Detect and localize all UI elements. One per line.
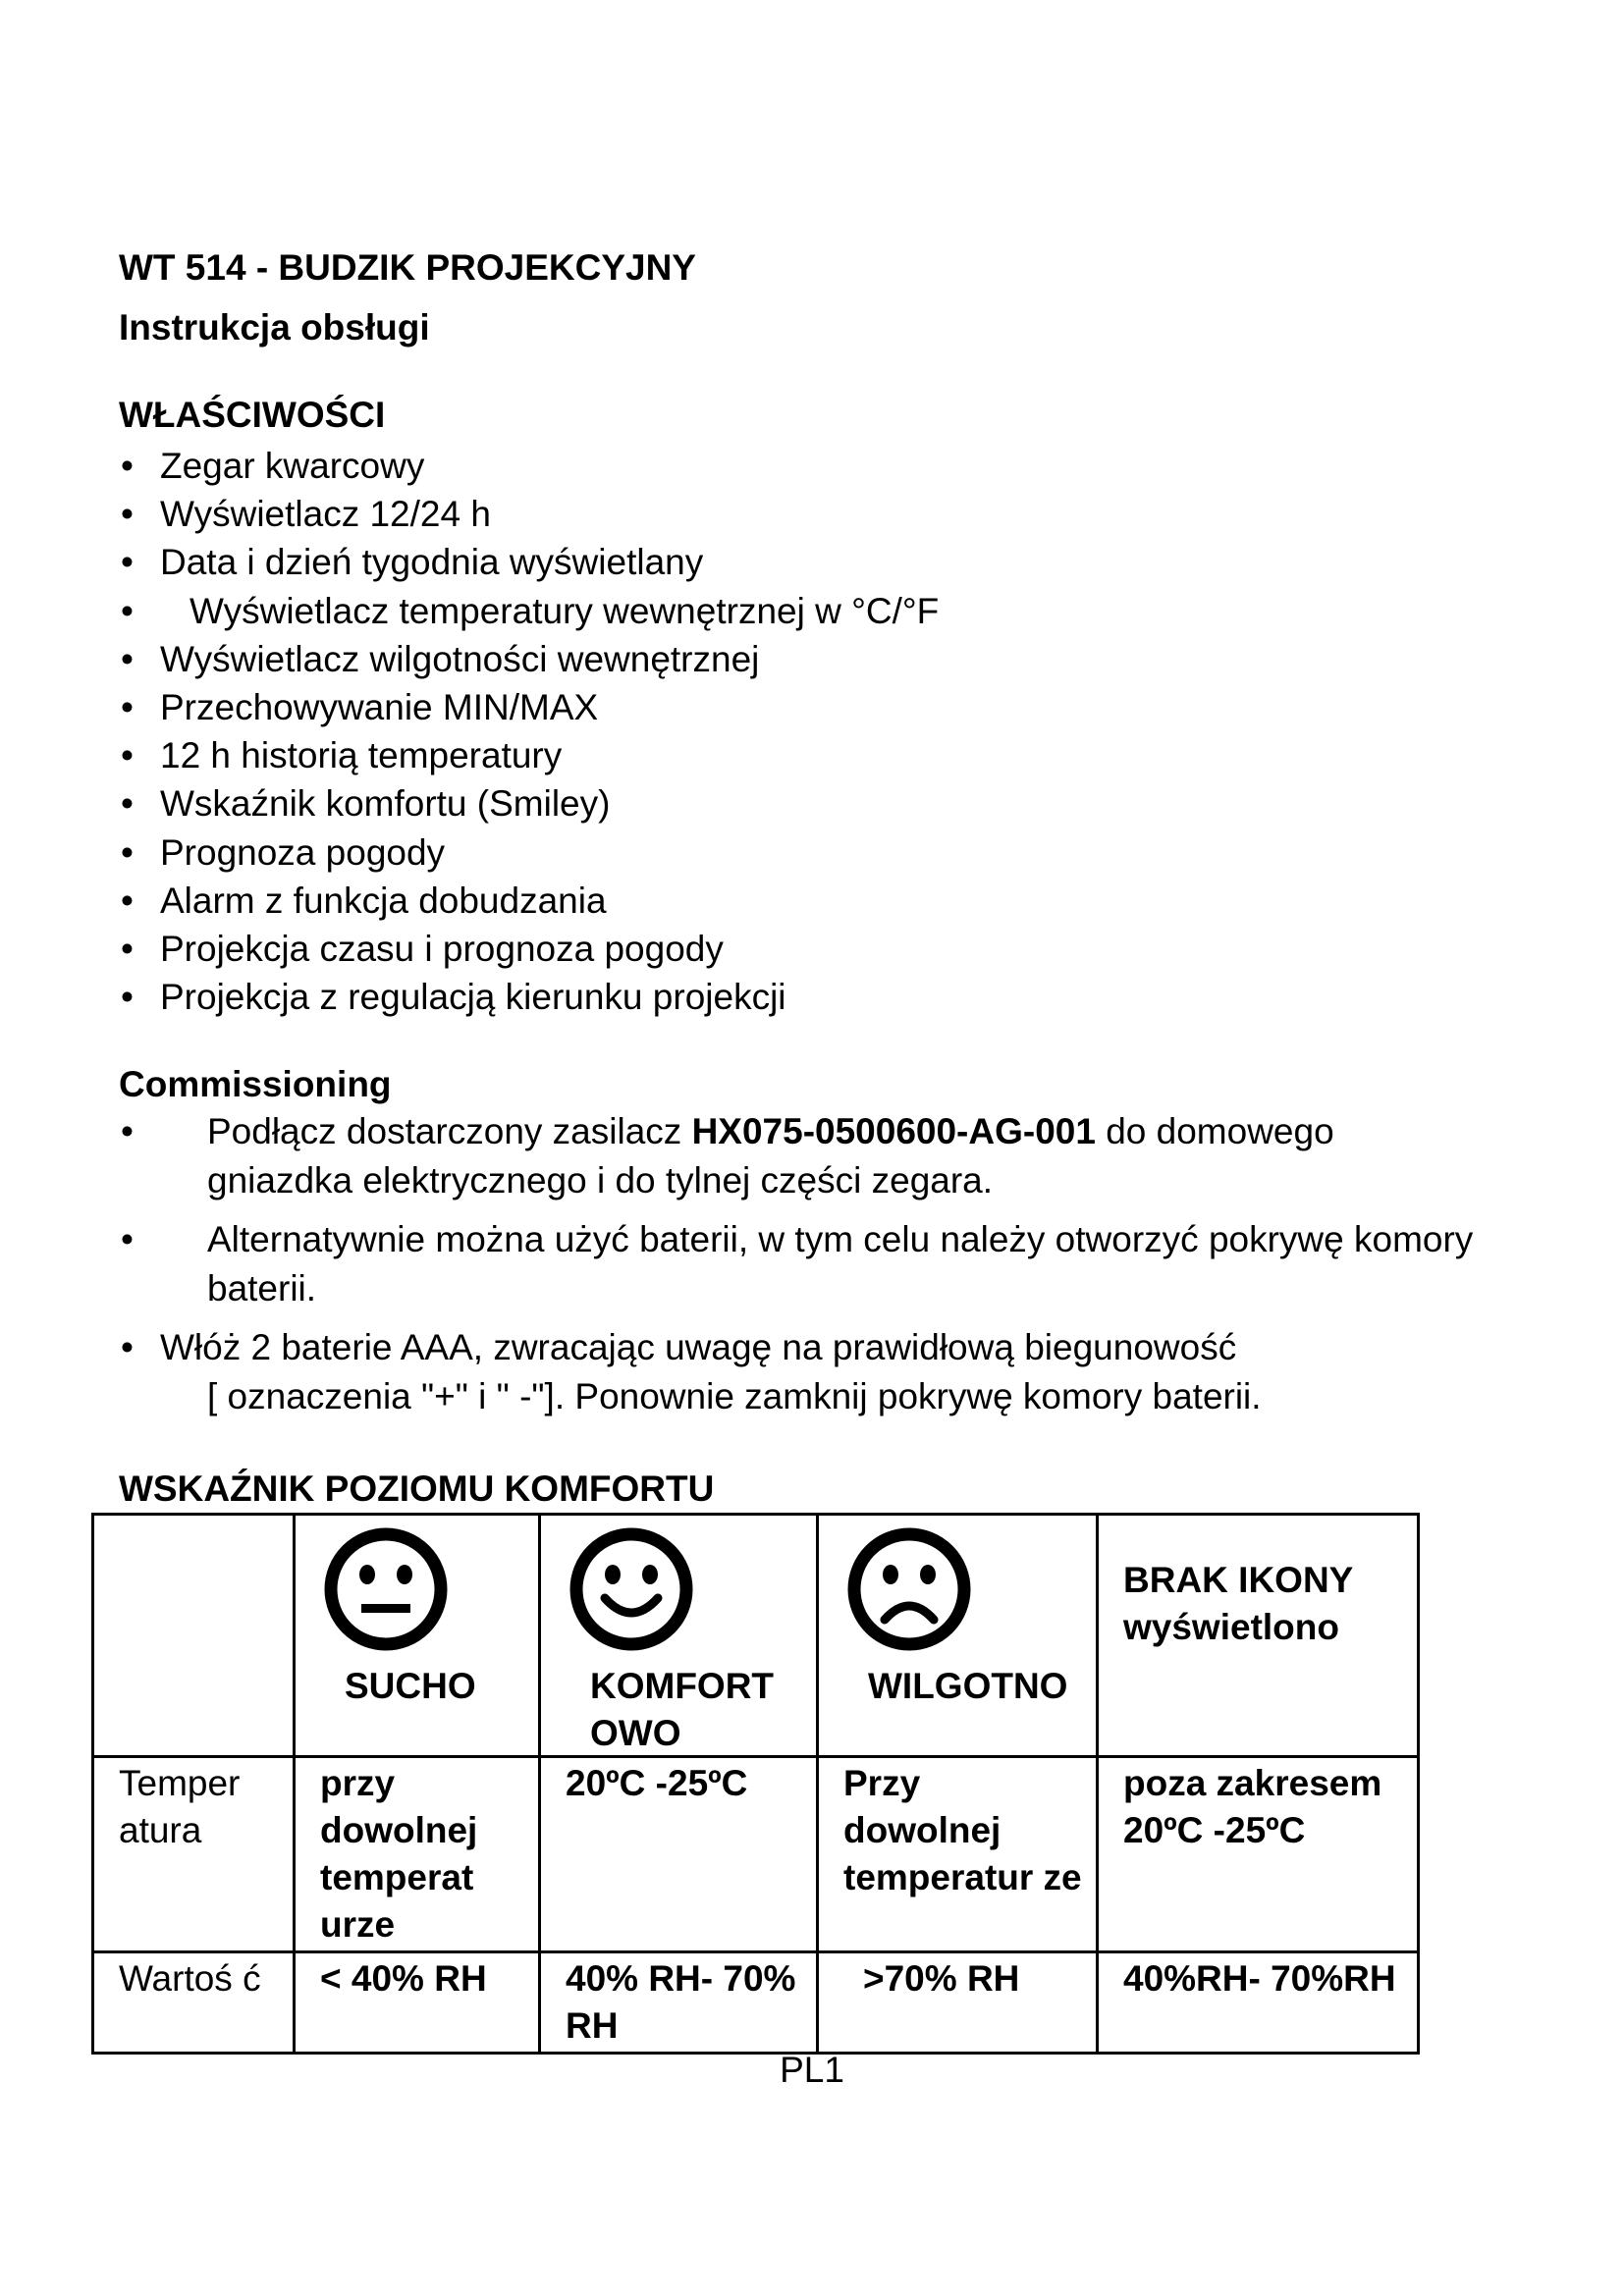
row-label: Temper atura xyxy=(93,1757,295,1952)
list-item: • Projekcja czasu i prognoza pogody xyxy=(121,928,724,969)
table-row xyxy=(93,1952,1419,2054)
list-item: • Przechowywanie MIN/MAX xyxy=(121,686,599,727)
list-item: • Prognoza pogody xyxy=(121,831,446,873)
list-item: • Podłącz dostarczony zasilacz HX075-0500600-AG-001 do domowego gniazdka elektrycznego i do tylnej części zegara. xyxy=(121,1111,1334,1201)
table-cell xyxy=(295,1515,540,1757)
table-cell: przy dowolnej temperat urze xyxy=(295,1757,540,1952)
column-label: SUCHO xyxy=(345,1666,476,1706)
list-item: • Wskaźnik komfortu (Smiley) xyxy=(121,783,611,825)
table-cell: >70% RH xyxy=(818,1952,1098,2054)
table-row xyxy=(93,1757,1419,1952)
table-cell: 40%RH- 70%RH xyxy=(1098,1952,1419,2054)
list-item: • Zegar kwarcowy xyxy=(121,446,425,486)
power-adapter-model: HX075-0500600-AG-001 xyxy=(691,1111,1096,1151)
list-item: • Alarm z funkcja dobudzania xyxy=(121,880,607,921)
table-header-row xyxy=(93,1515,1419,1757)
comfort-table xyxy=(91,1513,1420,2055)
column-label: KOMFORT OWO xyxy=(590,1666,775,1753)
column-label: BRAK IKONY wyświetlono xyxy=(1123,1560,1353,1647)
features-heading: WŁAŚCIWOŚCI xyxy=(119,395,386,435)
list-item: • Alternatywnie można użyć baterii, w tym celu należy otworzyć pokrywę komory baterii. xyxy=(121,1219,1474,1308)
table-cell: 40% RH- 70% RH xyxy=(540,1952,818,2054)
table-cell: 20ºC -25ºC xyxy=(540,1757,818,1952)
table-cell: < 40% RH xyxy=(295,1952,540,2054)
list-item: • Wyświetlacz 12/24 h xyxy=(121,494,491,535)
table-cell xyxy=(818,1515,1098,1757)
page-subtitle: Instrukcja obsługi xyxy=(119,307,430,347)
table-cell xyxy=(1098,1515,1419,1757)
list-item: • 12 h historią temperatury xyxy=(121,735,563,776)
list-item: • Włóż 2 baterie AAA, zwracając uwagę na prawidłową biegunowość [ oznaczenia "+" i " -"]. Ponownie zamknij pokrywę komory baterii. xyxy=(121,1327,1262,1416)
page-number: PL1 xyxy=(780,2050,844,2090)
table-cell xyxy=(540,1515,818,1757)
commissioning-list xyxy=(119,1107,1474,1421)
smiling-face-icon xyxy=(568,1525,695,1653)
page-title: WT 514 - BUDZIK PROJEKCYJNY xyxy=(119,247,696,288)
list-item: • Data i dzień tygodnia wyświetlany xyxy=(121,542,704,583)
neutral-face-icon xyxy=(322,1525,450,1653)
column-label: WILGOTNO xyxy=(868,1666,1068,1706)
comfort-heading: WSKAŹNIK POZIOMU KOMFORTU xyxy=(119,1468,715,1509)
table-cell xyxy=(93,1515,295,1757)
list-item: • Wyświetlacz temperatury wewnętrznej w °C/°F xyxy=(121,590,940,631)
table-cell: Przy dowolnej temperatur ze xyxy=(818,1757,1098,1952)
list-item: • Projekcja z regulacją kierunku projekcji xyxy=(121,977,786,1018)
frowning-face-icon xyxy=(845,1525,973,1653)
row-label: Wartoś ć xyxy=(93,1952,295,2054)
list-item: • Wyświetlacz wilgotności wewnętrznej xyxy=(121,638,760,679)
features-list xyxy=(119,442,939,1021)
table-cell: poza zakresem 20ºC -25ºC xyxy=(1098,1757,1419,1952)
commissioning-heading: Commissioning xyxy=(119,1064,392,1104)
